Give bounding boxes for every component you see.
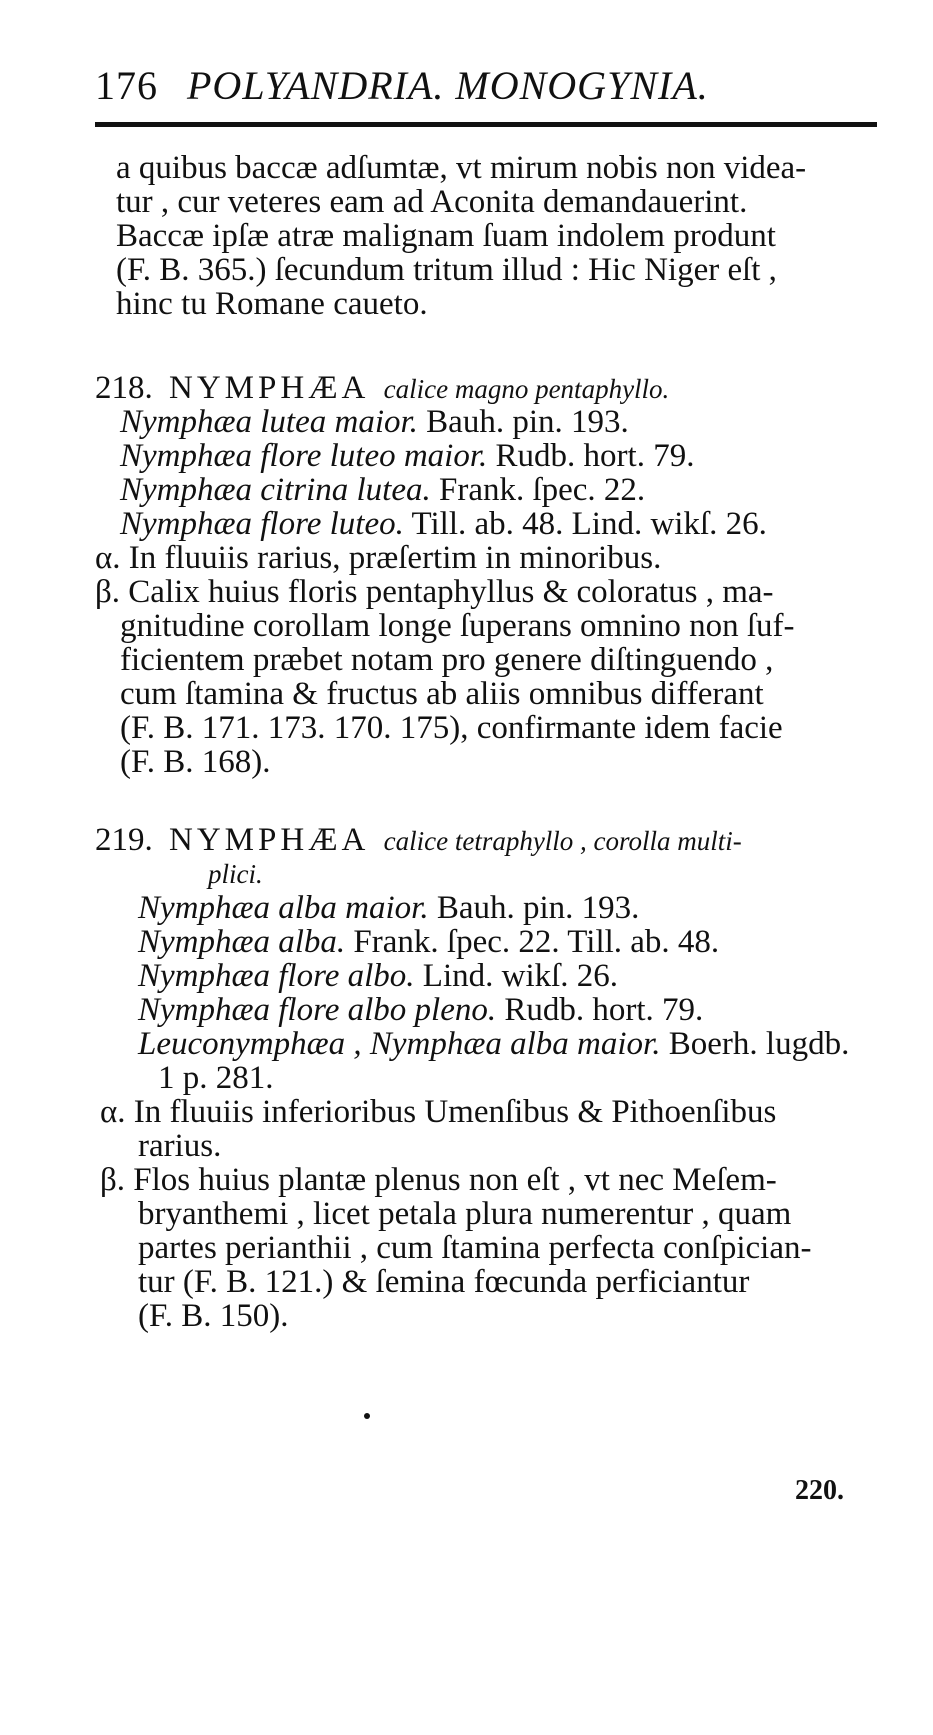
synonym-line (138, 958, 618, 994)
beta-note-line: gnitudine corollam longe ſuperans omnino non ſuf- (120, 608, 795, 644)
synonym-ref: Lind. wikſ. 26. (422, 958, 619, 994)
synonym-continued: 1 p. 281. (158, 1060, 274, 1096)
intro-line: (F. B. 365.) ſecundum tritum illud : Hic Niger eſt , (116, 252, 777, 288)
synonym-ref: Till. ab. 48. Lind. wikſ. 26. (411, 506, 767, 542)
synonym-ref: Bauh. pin. 193. (436, 890, 640, 926)
intro-line: hinc tu Romane caueto. (116, 286, 428, 322)
synonym-line (120, 472, 645, 508)
alpha-note-line: α. In fluuiis inferioribus Umenſibus & Pithoenſibus (100, 1094, 777, 1130)
beta-note-line: tur (F. B. 121.) & ſemina fœcunda perficiantur (138, 1264, 750, 1300)
synonym-line (138, 924, 719, 960)
genus-name: NYMPHÆA (169, 370, 370, 406)
synonym-ref: Frank. ſpec. 22. (438, 472, 646, 508)
synonym-name: Nymphæa alba maior. (138, 890, 429, 926)
synonym-ref: Boerh. lugdb. (668, 1026, 850, 1062)
synonym-ref: Bauh. pin. 193. (426, 404, 629, 440)
beta-note-line: ficientem præbet notam pro genere diſtinguendo , (120, 642, 774, 678)
synonym-line (138, 1026, 849, 1062)
synonym-name: Nymphæa flore luteo. (120, 506, 404, 542)
running-header (95, 62, 875, 112)
synonym-name: Nymphæa citrina lutea. (120, 472, 431, 508)
synonym-name: Nymphæa lutea maior. (120, 404, 418, 440)
intro-line: Baccæ ipſæ atræ malignam ſuam indolem produnt (116, 218, 776, 254)
beta-note-line: (F. B. 168). (120, 744, 271, 780)
beta-note-line: cum ſtamina & fructus ab aliis omnibus differant (120, 676, 764, 712)
synonym-line (120, 506, 767, 542)
genus-name: NYMPHÆA (169, 822, 370, 858)
synonym-name: Nymphæa flore albo pleno. (138, 992, 497, 1028)
catchword: 220. (795, 1475, 844, 1506)
page-number: 176 (95, 63, 158, 108)
beta-note-line: (F. B. 150). (138, 1298, 289, 1334)
synonym-ref: Frank. ſpec. 22. Till. ab. 48. (353, 924, 720, 960)
beta-note-line: β. Flos huius plantæ plenus non eſt , vt nec Meſem- (100, 1162, 777, 1198)
header-rule (95, 122, 877, 127)
synonym-line (138, 890, 639, 926)
beta-note-line: partes perianthii , cum ſtamina perfecta conſpician- (138, 1230, 812, 1266)
beta-note-line: bryanthemi , licet petala plura numerentur , quam (138, 1196, 792, 1232)
beta-note-line: (F. B. 171. 173. 170. 175), confirmante idem facie (120, 710, 783, 746)
page-title: POLYANDRIA. MONOGYNIA. (187, 63, 709, 108)
diagnosis: calice tetraphyllo , corolla multi- (383, 826, 742, 856)
intro-line: a quibus baccæ adſumtæ, vt mirum nobis non videa- (116, 150, 807, 186)
entry-219-heading (95, 822, 742, 859)
synonym-line (120, 404, 629, 440)
synonym-name: Nymphæa alba. (138, 924, 346, 960)
entry-number: 218. (95, 370, 153, 406)
synonym-line (120, 438, 694, 474)
diagnosis-continued: plici. (208, 859, 263, 889)
alpha-note: α. In fluuiis rarius, præſertim in minoribus. (95, 540, 662, 576)
diagnosis: calice magno pentaphyllo. (383, 374, 670, 404)
entry-218-heading (95, 370, 669, 407)
alpha-note-line: rarius. (138, 1128, 222, 1164)
intro-line: tur , cur veteres eam ad Aconita demandauerint. (116, 184, 748, 220)
synonym-ref: Rudb. hort. 79. (504, 992, 704, 1028)
synonym-ref: Rudb. hort. 79. (495, 438, 695, 474)
synonym-line (138, 992, 703, 1028)
synonym-name: Leuconymphæa , Nymphæa alba maior. (138, 1026, 661, 1062)
entry-number: 219. (95, 822, 153, 858)
beta-note-line: β. Calix huius floris pentaphyllus & coloratus , ma- (95, 574, 774, 610)
synonym-name: Nymphæa flore luteo maior. (120, 438, 488, 474)
ink-dot (364, 1413, 370, 1419)
synonym-name: Nymphæa flore albo. (138, 958, 415, 994)
